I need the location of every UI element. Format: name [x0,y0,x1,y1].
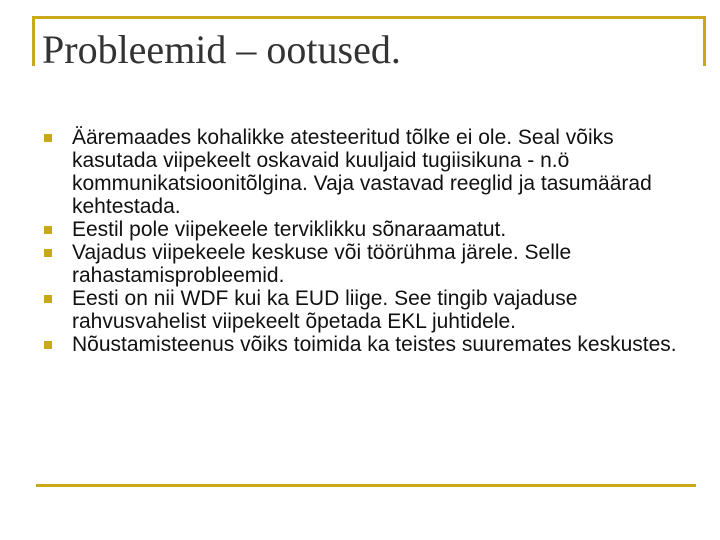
slide-title: Probleemid – ootused. [42,27,401,72]
bullet-item [44,126,684,218]
square-bullet-icon [44,249,52,257]
bottom-rule [36,484,696,487]
title-top-rule [32,16,706,19]
title-right-rule [703,16,706,66]
bullet-item [44,333,684,356]
square-bullet-icon [44,226,52,234]
bullet-item [44,241,684,287]
bullet-text: Eesti on nii WDF kui ka EUD liige. See tingib vajaduse rahvusvahelist viipekeelt õpetada EKL juhtidele. [72,287,578,333]
bullet-text: Nõustamisteenus võiks toimida ka teistes suuremates keskustes. [72,333,677,356]
bullet-text: Vajadus viipekeele keskuse või töörühma järele. Selle rahastamisprobleemid. [72,241,572,287]
square-bullet-icon [44,134,52,142]
bullet-item [44,287,684,333]
bullet-text: Ääremaades kohalikke atesteeritud tõlke ei ole. Seal võiks kasutada viipekeelt oskavaid kuuljaid tugiisikuna - n.ö kommunikatsioonitõlgina. Vaja vastavad reeglid ja tasumäärad kehtestada. [72,126,652,218]
square-bullet-icon [44,341,52,349]
bullet-text: Eestil pole viipekeele terviklikku sõnaraamatut. [72,218,507,241]
bullet-list [44,126,684,356]
bullet-item [44,218,684,241]
title-left-rule [32,16,35,66]
square-bullet-icon [44,295,52,303]
